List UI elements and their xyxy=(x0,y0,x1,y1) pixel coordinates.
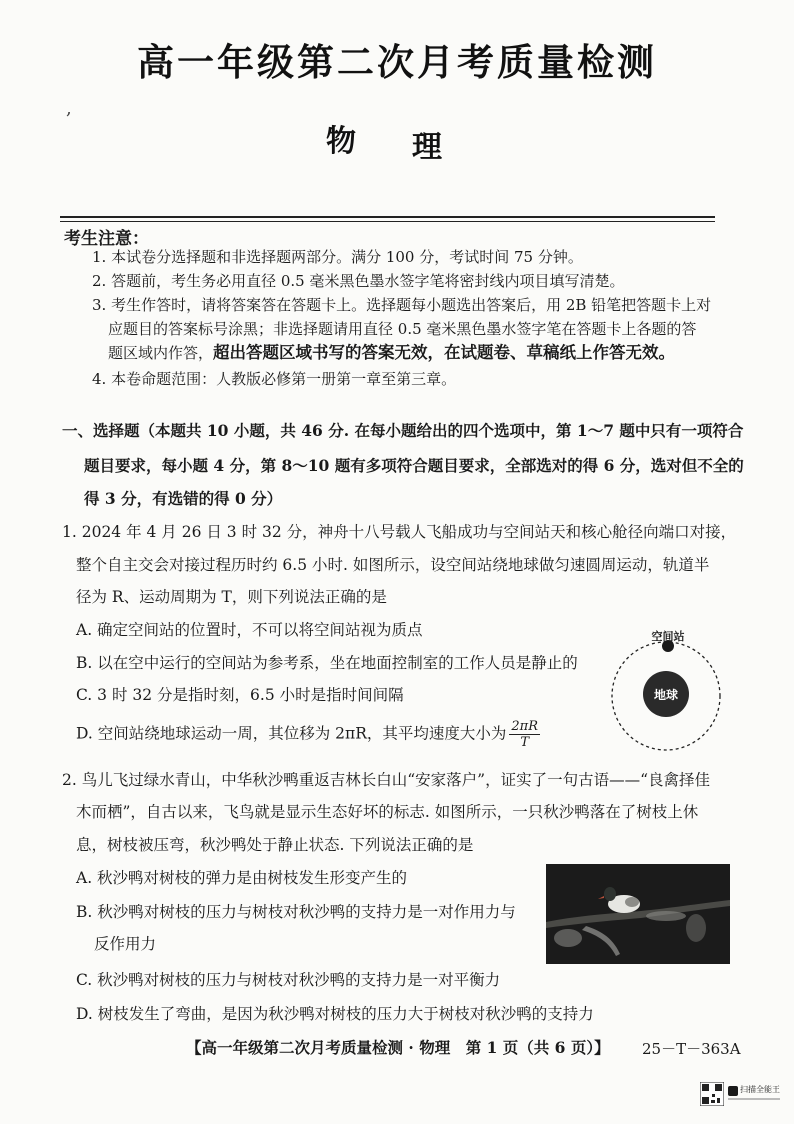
section-1-line-1: 一、选择题（本题共 10 小题，共 46 分. 在每小题给出的四个选项中，第 1～7 题中只有一项符合 xyxy=(62,421,744,440)
q1-option-b: B. 以在空中运行的空间站为参考系，坐在地面控制室的工作人员是静止的 xyxy=(76,654,578,672)
q1-fraction xyxy=(509,720,540,749)
page-footer: 【高一年级第二次月考质量检测 · 物理 第 1 页（共 6 页）】 xyxy=(186,1038,610,1057)
duck-photo xyxy=(546,864,730,964)
header-divider-thin xyxy=(60,221,715,222)
watermark-text: 扫描全能王 xyxy=(740,1085,780,1094)
scanner-watermark xyxy=(700,1078,784,1114)
duck-head xyxy=(604,887,616,901)
q2-option-d: D. 树枝发生了弯曲，是因为秋沙鸭对树枝的压力大于树枝对秋沙鸭的支持力 xyxy=(76,1005,594,1023)
q2-option-b-cont: 反作用力 xyxy=(94,935,157,953)
q1-option-a: A. 确定空间站的位置时，不可以将空间站视为质点 xyxy=(76,621,423,639)
q2-option-b: B. 秋沙鸭对树枝的压力与树枝对秋沙鸭的支持力是一对作用力与 xyxy=(76,903,516,921)
q1-line-1: 1. 2024 年 4 月 26 日 3 时 32 分，神舟十八号载人飞船成功与空间站天和核心舱径向端口对接， xyxy=(62,523,737,541)
exam-title: 高一年级第二次月考质量检测 xyxy=(137,40,657,84)
fraction-denominator: T xyxy=(520,735,530,750)
camscanner-logo-icon xyxy=(728,1086,738,1096)
header-divider xyxy=(60,216,715,218)
notice-item-1: 1. 本试卷分选择题和非选择题两部分。满分 100 分，考试时间 75 分钟。 xyxy=(92,248,583,266)
notice-emphasis: 超出答题区域书写的答案无效，在试题卷、草稿纸上作答无效。 xyxy=(213,343,676,362)
q2-line-1: 2. 鸟儿飞过绿水青山，中华秋沙鸭重返吉林长白山“安家落户”，证实了一句古语——“良禽择佳 xyxy=(62,771,710,789)
watermark-rule xyxy=(728,1098,780,1100)
q1-option-d xyxy=(76,720,540,749)
station-label: 空间站 xyxy=(651,630,685,643)
notice-item-3: 3. 考生作答时，请将答案答在答题卡上。选择题每小题选出答案后，用 2B 铅笔把答题卡上对 xyxy=(92,296,712,314)
subject-char-2: 理 xyxy=(412,130,442,165)
q1-line-3: 径为 R、运动周期为 T，则下列说法正确的是 xyxy=(76,588,387,606)
section-1-line-2: 题目要求，每小题 4 分，第 8～10 题有多项符合题目要求，全部选对的得 6 分，选对但不全的 xyxy=(84,456,744,475)
q1-line-2: 整个自主交会对接过程历时约 6.5 小时. 如图所示，设空间站绕地球做匀速圆周运动，轨道半 xyxy=(76,556,710,574)
earth-label: 地球 xyxy=(653,688,678,702)
fraction-numerator: 2πR xyxy=(511,719,538,734)
q2-line-2: 木而栖”，自古以来，飞鸟就是显示生态好坏的标志. 如图所示，一只秋沙鸭落在了树枝上休 xyxy=(76,803,699,821)
notice-title: 考生注意： xyxy=(64,229,149,249)
notice-answer-area: 题区域内作答， xyxy=(108,344,214,362)
q1-option-d-text: D. 空间站绕地球运动一周，其位移为 2πR，其平均速度大小为 xyxy=(76,724,507,743)
qr-code-icon xyxy=(700,1082,724,1106)
paper-code: 25－T－363A xyxy=(642,1040,741,1058)
q1-option-c: C. 3 时 32 分是指时刻，6.5 小时是指时间间隔 xyxy=(76,686,404,704)
section-1-line-3: 得 3 分，有选错的得 0 分） xyxy=(84,489,283,508)
subject-char-1: 物 xyxy=(326,124,356,159)
q2-option-c: C. 秋沙鸭对树枝的压力与树枝对秋沙鸭的支持力是一对平衡力 xyxy=(76,971,501,989)
notice-item-3-cont2 xyxy=(108,343,675,363)
q2-option-a: A. 秋沙鸭对树枝的弹力是由树枝发生形变产生的 xyxy=(76,869,408,887)
notice-item-4: 4. 本卷命题范围：人教版必修第一册第一章至第三章。 xyxy=(92,370,457,388)
notice-item-2: 2. 答题前，考生务必用直径 0.5 毫米黑色墨水签字笔将密封线内项目填写清楚。 xyxy=(92,272,625,290)
notice-item-3-cont: 应题目的答案标号涂黑；非选择题请用直径 0.5 毫米黑色墨水签字笔在答题卡上各题的答 xyxy=(108,320,697,338)
q2-line-3: 息，树枝被压弯，秋沙鸭处于静止状态. 下列说法正确的是 xyxy=(76,836,474,854)
stray-mark: , xyxy=(66,98,72,119)
